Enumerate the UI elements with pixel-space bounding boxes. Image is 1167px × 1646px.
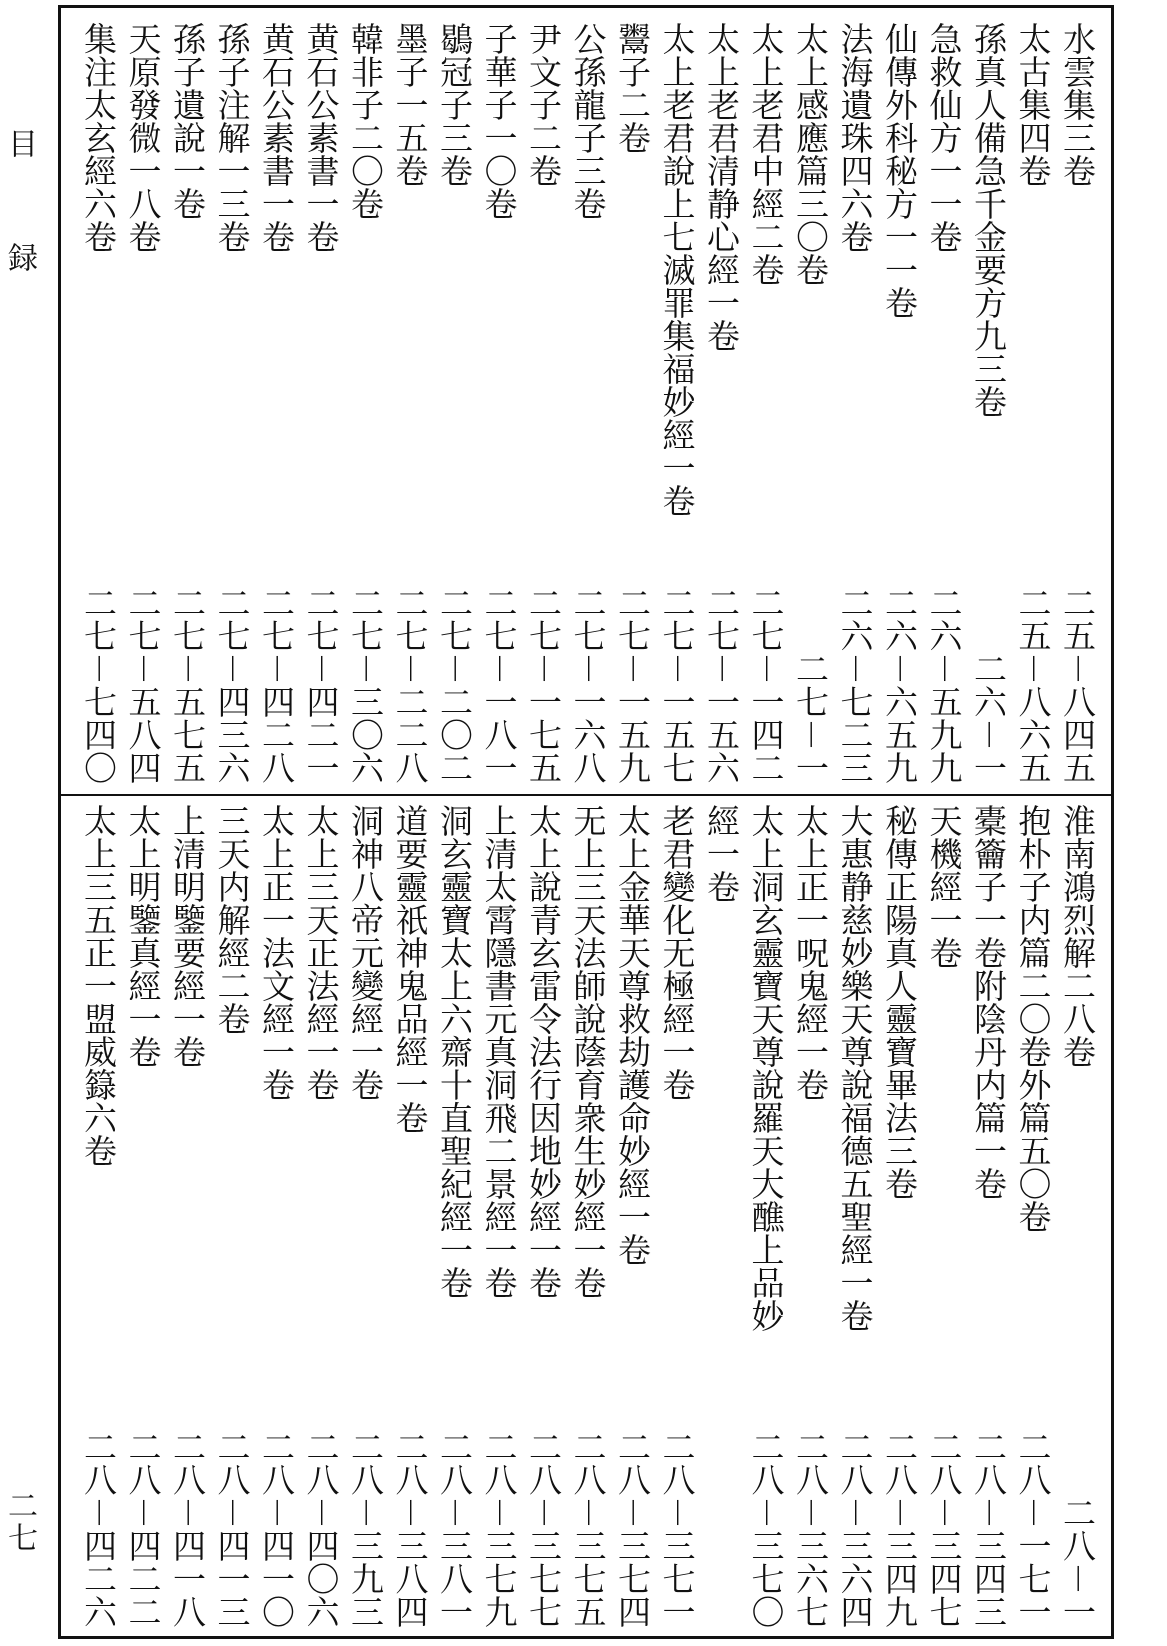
entry-title: 太上老君清静心經一卷: [702, 22, 741, 352]
catalog-entry: [1011, 8, 1055, 794]
catalog-entry: [1055, 796, 1099, 1638]
entry-page-ref: 二六－五九九: [924, 586, 964, 784]
entry-page-ref: 二七－七四〇: [79, 586, 118, 784]
entry-page-ref: 二七－二〇二: [435, 586, 474, 784]
entry-page-ref: 二七－三〇六: [346, 586, 385, 784]
catalog-entry: [299, 8, 343, 794]
entry-title: 經一卷: [702, 804, 741, 903]
entry-title: 橐籥子一卷附陰丹内篇一卷: [969, 804, 1008, 1200]
entry-page-ref: 二七－二二八: [390, 586, 430, 784]
entry-title: 鬻子二卷: [613, 22, 652, 154]
entry-title: 太上三五正一盟威籙六卷: [79, 804, 118, 1167]
entry-title: 洞玄靈寶太上六齋十直聖紀經一卷: [435, 804, 474, 1299]
entry-title: 子華子一〇卷: [479, 22, 519, 220]
entry-page-ref: 二五－八六五: [1013, 586, 1053, 784]
entry-page-ref: 二八－四一八: [168, 1430, 207, 1628]
entry-page-ref: 二六－七二三: [835, 586, 875, 784]
entry-title: 洞神八帝元變經一卷: [346, 804, 385, 1101]
entry-title: 太上正一法文經一卷: [257, 804, 296, 1101]
entry-title: 秘傳正陽真人靈寶畢法三卷: [880, 804, 919, 1200]
entry-title: 太上感應篇三〇卷: [791, 22, 830, 286]
entry-page-ref: 二七－一四二: [746, 586, 786, 784]
entry-title: 抱朴子内篇二〇卷外篇五〇卷: [1013, 804, 1053, 1233]
catalog-entry: [388, 796, 432, 1638]
entry-page-ref: 二八－四二二: [123, 1430, 163, 1628]
catalog-entry: [477, 8, 521, 794]
catalog-entry: [922, 796, 966, 1638]
entry-title: 墨子一五卷: [390, 22, 430, 187]
catalog-entry: [833, 796, 877, 1638]
entry-title: 黄石公素書一卷: [257, 22, 296, 253]
entry-title: 太上老君說上七滅罪集福妙經一卷: [657, 22, 697, 517]
catalog-entry: [1055, 8, 1099, 794]
page-number: 二七: [2, 1490, 37, 1554]
entry-title: 仙傳外科秘方一一卷: [880, 22, 919, 319]
entry-title: 孫子遺說一卷: [168, 22, 207, 220]
entry-title: 上清明鑒要經一卷: [168, 804, 207, 1068]
entry-page-ref: 二八－三七九: [479, 1430, 519, 1628]
catalog-entry: [76, 8, 120, 794]
catalog-entry: [521, 8, 565, 794]
entry-page-ref: 二八－三七一: [657, 1430, 697, 1628]
entry-page-ref: 二七－五七五: [168, 586, 207, 784]
entry-title: 道要靈祇神鬼品經一卷: [390, 804, 430, 1134]
entry-title: 太上說青玄雷令法行因地妙經一卷: [524, 804, 563, 1299]
catalog-entry: [788, 796, 832, 1638]
entry-title: 大惠静慈妙樂天尊說福德五聖經一卷: [835, 804, 875, 1332]
entry-title: 法海遺珠四六卷: [835, 22, 875, 253]
entry-title: 三天内解經二卷: [212, 804, 252, 1035]
entry-page-ref: 二八－三七四: [613, 1430, 652, 1628]
catalog-entry: [121, 8, 165, 794]
catalog-entry: [477, 796, 521, 1638]
catalog-entry: [254, 8, 298, 794]
catalog-entry: [1011, 796, 1055, 1638]
entry-page-ref: 二五－八四五: [1058, 586, 1097, 784]
catalog-entry: [165, 796, 209, 1638]
entry-page-ref: 二八－四一〇: [257, 1430, 296, 1628]
entry-page-ref: 二八－三七〇: [746, 1430, 786, 1628]
entry-title: 尹文子二卷: [524, 22, 563, 187]
entry-page-ref: 二八－三八四: [390, 1430, 430, 1628]
catalog-entry: [922, 8, 966, 794]
entry-title: 黄石公素書一卷: [301, 22, 341, 253]
side-label-mulu: 目録: [2, 128, 37, 356]
entry-page-ref: 二八－四二六: [79, 1430, 118, 1628]
catalog-entry: [966, 796, 1010, 1638]
entry-title: 急救仙方一一卷: [924, 22, 964, 253]
entry-page-ref: 二八－三四三: [969, 1430, 1008, 1628]
catalog-entry: [210, 8, 254, 794]
entry-page-ref: 二八－三四九: [880, 1430, 919, 1628]
catalog-entry: [877, 796, 921, 1638]
entry-page-ref: 二七－四二八: [257, 586, 296, 784]
entry-page-ref: 二七－一五七: [657, 586, 697, 784]
catalog-entry: [432, 796, 476, 1638]
entry-page-ref: 二七－一五六: [702, 586, 741, 784]
entry-page-ref: 二七－一: [791, 652, 830, 784]
entry-page-ref: 二七－四二一: [301, 586, 341, 784]
catalog-frame: [58, 5, 1114, 1639]
entry-title: 太上洞玄靈寶天尊說羅天大醮上品妙: [746, 804, 786, 1332]
entry-title: 孫真人備急千金要方九三卷: [969, 22, 1008, 418]
entry-page-ref: 二八－一: [1058, 1496, 1097, 1628]
entry-title: 孫子注解一三卷: [212, 22, 252, 253]
catalog-entry: [655, 8, 699, 794]
catalog-entry: [343, 796, 387, 1638]
catalog-entry: [744, 8, 788, 794]
entry-page-ref: 二八－三六七: [791, 1430, 830, 1628]
catalog-entry: [210, 796, 254, 1638]
entry-title: 太上老君中經二卷: [746, 22, 786, 286]
catalog-entry: [566, 796, 610, 1638]
entry-page-ref: 二八－四一三: [212, 1430, 252, 1628]
entry-title: 水雲集三卷: [1058, 22, 1097, 187]
entry-page-ref: 二八－四〇六: [301, 1430, 341, 1628]
entry-page-ref: 二八－三六四: [835, 1430, 875, 1628]
entry-page-ref: 二七－一七五: [524, 586, 563, 784]
catalog-entry: [388, 8, 432, 794]
catalog-entry: [254, 796, 298, 1638]
catalog-entry: [744, 796, 788, 1638]
entry-title: 天原發微一八卷: [123, 22, 163, 253]
top-section: [61, 8, 1111, 794]
entry-title: 集注太玄經六卷: [79, 22, 118, 253]
catalog-entry: [788, 8, 832, 794]
entry-page-ref: 二七－一五九: [613, 586, 652, 784]
catalog-entry: [343, 8, 387, 794]
entry-page-ref: 二八－三七七: [524, 1430, 563, 1628]
catalog-entry: [833, 8, 877, 794]
catalog-entry: [610, 796, 654, 1638]
entry-page-ref: 二七－一六八: [568, 586, 608, 784]
entry-page-ref: 二八－三七五: [568, 1430, 608, 1628]
bottom-section: [61, 796, 1111, 1638]
catalog-entry: [699, 796, 743, 1638]
entry-title: 天機經一卷: [924, 804, 964, 969]
entry-title: 无上三天法師說蔭育衆生妙經一卷: [568, 804, 608, 1299]
entry-page-ref: 二七－一八一: [479, 586, 519, 784]
entry-title: 公孫龍子三卷: [568, 22, 608, 220]
entry-title: 太上金華天尊救劫護命妙經一卷: [613, 804, 652, 1266]
entry-page-ref: 二六－六五九: [880, 586, 919, 784]
catalog-entry: [432, 8, 476, 794]
entry-page-ref: 二六－一: [969, 652, 1008, 784]
entry-page-ref: 二八－一七一: [1013, 1430, 1053, 1628]
catalog-entry: [877, 8, 921, 794]
catalog-entry: [566, 8, 610, 794]
catalog-entry: [299, 796, 343, 1638]
catalog-entry: [655, 796, 699, 1638]
catalog-entry: [121, 796, 165, 1638]
catalog-entry: [165, 8, 209, 794]
entry-title: 韓非子二〇卷: [346, 22, 385, 220]
entry-page-ref: 二八－三四七: [924, 1430, 964, 1628]
entry-title: 鶡冠子三卷: [435, 22, 474, 187]
entry-title: 太上正一呪鬼經一卷: [791, 804, 830, 1101]
catalog-entry: [966, 8, 1010, 794]
catalog-entry: [76, 796, 120, 1638]
entry-page-ref: 二七－四三六: [212, 586, 252, 784]
entry-title: 老君變化无極經一卷: [657, 804, 697, 1101]
entry-page-ref: 二七－五八四: [123, 586, 163, 784]
catalog-entry: [521, 796, 565, 1638]
entry-title: 太上三天正法經一卷: [301, 804, 341, 1101]
entry-title: 太上明鑒真經一卷: [123, 804, 163, 1068]
entry-title: 太古集四卷: [1013, 22, 1053, 187]
entry-page-ref: 二八－三八一: [435, 1430, 474, 1628]
entry-page-ref: 二八－三九三: [346, 1430, 385, 1628]
entry-title: 淮南鴻烈解二八卷: [1058, 804, 1097, 1068]
catalog-entry: [610, 8, 654, 794]
catalog-entry: [699, 8, 743, 794]
entry-title: 上清太霄隱書元真洞飛二景經一卷: [479, 804, 519, 1299]
